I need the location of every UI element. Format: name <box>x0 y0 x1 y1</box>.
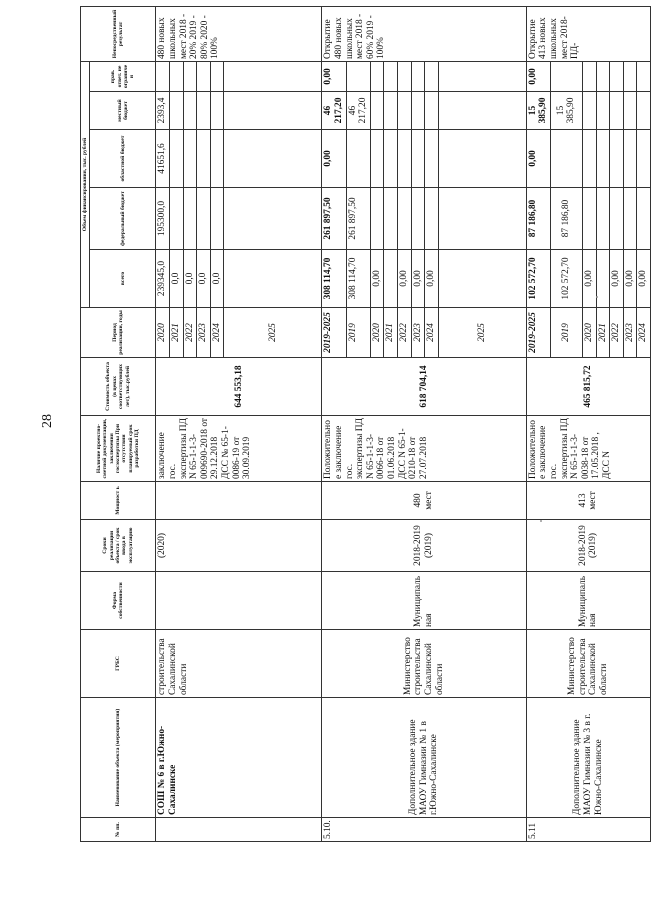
row-510-sum-local: 46 217,20 <box>322 92 346 130</box>
table-row: 2021 0,0 <box>170 7 184 842</box>
table-header <box>81 7 156 842</box>
prev-regional: 41651,6 <box>156 130 170 188</box>
row-510-docs: Положительное заключение гос. экспертизы ПД N 65-1-1-3-0066-18 от 01.06.2018 ДСС N 65-1-0210-18 от 27.07.2018 <box>322 416 526 482</box>
table-row: 2024 0,00 <box>637 7 651 842</box>
row-511-result: Открытие 413 новых школьных мест 2018-ПД- <box>526 7 650 62</box>
row-510-sum-total: 308 114,70 <box>322 250 346 308</box>
header-regional: областной бюджет <box>90 130 156 188</box>
header-name: Наименование объекта (мероприятия) <box>81 698 156 818</box>
row-511-sum-federal: 87 186,80 <box>526 188 550 250</box>
table-row: 2021 <box>596 7 610 842</box>
row-510-terms: 2018-2019 (2019) <box>322 520 526 572</box>
table-row: 2024 0,00 <box>425 7 439 842</box>
row-511-name: Дополнительное здание МАОУ Гимназии № 3 в г. Южно-Сахалинске <box>526 698 650 818</box>
row-510-sum-legal: 0,00 <box>322 62 346 92</box>
prev-name: СОШ № 6 в г.Южно-Сахалинске <box>156 698 322 818</box>
page-number: 28 <box>40 414 55 428</box>
rotated-page <box>80 7 649 842</box>
prev-result: 480 новых школьных мест 2018 - 20% 2019 - 80% 2020 - 100% <box>156 7 322 62</box>
table-row: 2023 0,0 <box>197 7 211 842</box>
table-row: 2023 0,00 <box>623 7 637 842</box>
row-511-capacity: 413 мест <box>526 482 650 520</box>
header-project-docs: Наличие проектно-сметной документации, заключения госэкспертизы При отсутствии планируемый срок разработки ПД <box>81 416 156 482</box>
table-row: 2022 0,00 <box>610 7 624 842</box>
row-511-ownership: Муниципальная <box>526 572 650 630</box>
table-row <box>156 7 170 842</box>
prev-terms: (2020) <box>156 520 322 572</box>
scan-speck <box>540 520 542 522</box>
program-table <box>80 6 651 842</box>
row-510-cost: 618 704,14 <box>322 358 526 416</box>
header-num: № пп. <box>81 818 156 842</box>
row-511-grbs: Министерство строительства Сахалинской области <box>526 630 650 698</box>
prev-year: 2020 <box>156 308 170 358</box>
row-511-period: 2019-2025 <box>526 308 550 358</box>
table-row: 2022 0,0 <box>183 7 197 842</box>
header-ownership: Форма собственности <box>81 572 156 630</box>
header-legal: прав. ответ. не ограничен <box>90 62 156 92</box>
row-510-ownership: Муниципальная <box>322 572 526 630</box>
header-federal: федеральный бюджет <box>90 188 156 250</box>
table-row: 2022 0,00 <box>397 7 411 842</box>
prev-cost: 644 553,18 <box>156 358 322 416</box>
row-511-sum-local: 15 385,90 <box>526 92 550 130</box>
header-local: местный бюджет <box>90 92 156 130</box>
header-grbs: ГРБС <box>81 630 156 698</box>
row-511-terms: 2018-2019 (2019) <box>526 520 650 572</box>
table-row: 2020 0,00 <box>582 7 596 842</box>
row-511-sum-total: 102 572,70 <box>526 250 550 308</box>
prev-docs: заключение гос. экспертизы ПД N 65-1-1-3-009690-2018 от 29.12.2018 ДСС № 65-1-0086-19 от 30.09.2019 <box>156 416 322 482</box>
table-row <box>526 7 550 842</box>
row-510-name: Дополнительное здание МАОУ Гимназии № 1 в г.Южно-Сахалинске <box>322 698 526 818</box>
row-511-num: 5.11 <box>526 818 650 842</box>
header-capacity: Мощност ь <box>81 482 156 520</box>
row-511-cost: 465 815,72 <box>526 358 650 416</box>
table-row: 2019 102 572,70 87 186,80 15 385,90 <box>550 7 582 842</box>
table-row: 2020 0,00 <box>370 7 384 842</box>
row-510-capacity: 480 мест <box>322 482 526 520</box>
scan-speck <box>596 296 598 298</box>
prev-federal: 195300,0 <box>156 188 170 250</box>
table-row: 2024 0,0 <box>210 7 224 842</box>
table-row: 2019 308 114,70 261 897,50 46 217,20 <box>346 7 370 842</box>
header-cost: Стоимость объекта (в ценах соответствующих лет), тыс.рублей <box>81 358 156 416</box>
header-total: всего <box>90 250 156 308</box>
row-511-docs: Положительное заключение гос. экспертизы ПД N 65-1-1-3-0038-18 от 17.05.2018 , ДСС N <box>526 416 650 482</box>
header-period: Период реализации, годы <box>81 308 156 358</box>
table-row: 2023 0,00 <box>411 7 425 842</box>
header-funding: Объем финансирования, тыс. рублей <box>81 62 90 308</box>
row-510-num: 5.10. <box>322 818 526 842</box>
row-510-grbs: Министерство строительства Сахалинской области <box>322 630 526 698</box>
row-511-sum-regional: 0,00 <box>526 130 550 188</box>
prev-total: 239345,0 <box>156 250 170 308</box>
row-510-sum-federal: 261 897,50 <box>322 188 346 250</box>
prev-local: 2393,4 <box>156 92 170 130</box>
table-row: 2025 <box>438 7 526 842</box>
row-510-period: 2019-2025 <box>322 308 346 358</box>
header-result: Непосредственный результат <box>81 7 156 62</box>
row-510-result: Открытие 480 новых школьных мест 2018 - 60% 2019 - 100% <box>322 7 526 62</box>
table-row <box>322 7 346 842</box>
header-terms: Сроки реализации объекта / срок ввода в эксплуатацию <box>81 520 156 572</box>
row-510-sum-regional: 0,00 <box>322 130 346 188</box>
table-row: 2025 <box>224 7 322 842</box>
row-511-sum-legal: 0,00 <box>526 62 550 92</box>
table-row: 2021 <box>384 7 398 842</box>
prev-grbs: строительства Сахалинской области <box>156 630 322 698</box>
